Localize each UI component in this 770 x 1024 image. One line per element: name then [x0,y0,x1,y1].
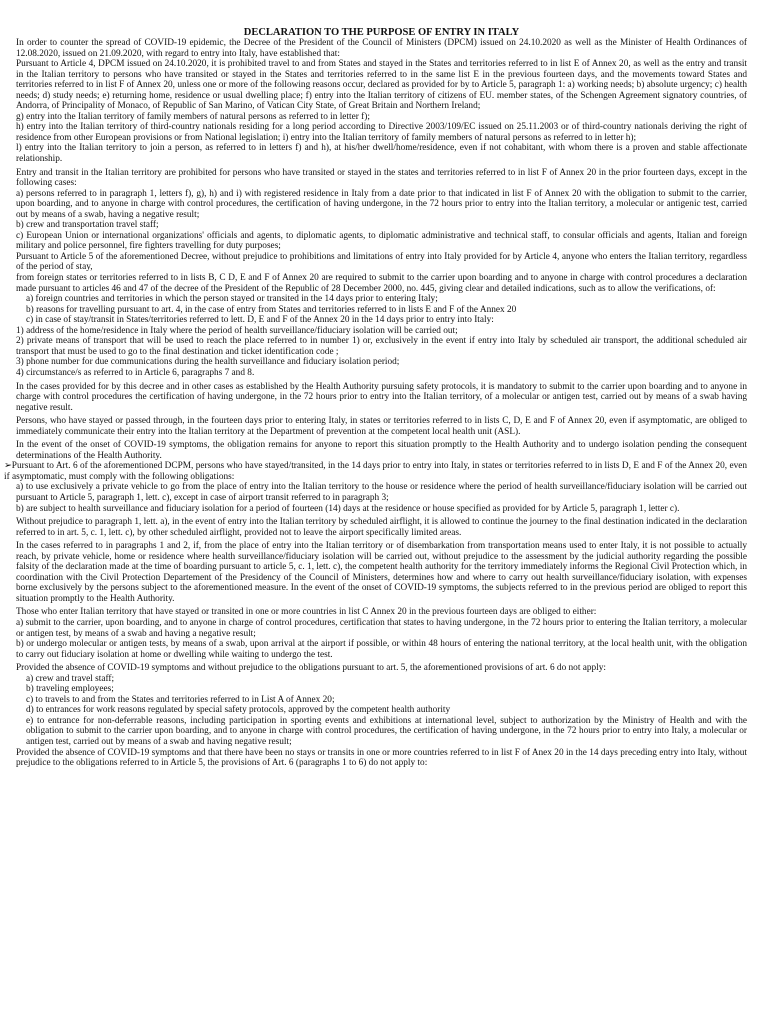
paragraph: Pursuant to Article 4, DPCM issued on 24.10.2020, it is prohibited travel to and from States and stayed in the States and territories referred to in list E of Annex 20, as well as the entry and transit in the Italian territory to persons who have transited or stayed in the States and territories referred to in the same list E in the previous fourteen days, and the movements toward States and territories referred to in list F of Annex 20, unless one or more of the following reasons occur, declared as provided for by to Article 5, paragraph 1: a) working needs; b) absolute urgency; c) health needs; d) study needs; e) returning home, residence or usual dwelling place; f) entry into the Italian territory of citizens of EU. member states, of the Schengen Agreement signatory countries, of Andorra, of Principality of Monaco, of Republic of San Marino, of Vatican City State, of Great Britain and Northern Ireland; [16,59,747,112]
paragraph: c) to travels to and from the States and territories referred to in List A of Annex 20; [26,694,335,705]
paragraph: Entry and transit in the Italian territory are prohibited for persons who have transited or stayed in the states and territories referred to in list F of Annex 20 in the prior fourteen days, except in the following cases: [16,167,747,189]
paragraph: g) entry into the Italian territory of family members of natural persons as referred to in letter f); [16,111,370,122]
paragraph: 2) private means of transport that will be used to reach the place referred to in number 1) or, exclusively in the event if entry into Italy by scheduled air transport, the additional scheduled air transport that must be used to go to the final destination and ticket identification code ; [16,336,747,357]
paragraph: h) entry into the Italian territory of third-country nationals residing for a long period according to Directive 2003/109/EC issued on 25.11.2003 or of third-country nationals deriving the right of residence from other European provisions or from National legislation; i) entry into the Italian territory of family members of natural persons as referred to in letter h); [16,122,747,143]
paragraph: b) traveling employees; [26,684,114,695]
paragraph: In the cases referred to in paragraphs 1 and 2, if, from the place of entry into the Italian territory or of disembarkation from transportation means used to enter Italy, it is not possible to actually reach, by private vehicle, home or residence where health surveillance/fiduciary isolation will be carried out, without prejudice to the assessment by the judicial authority regarding the possible falsity of the declaration made at the time of boarding pursuant to article 5, c. 1, lett. c), the competent health authority for the territory immediately informs the Regional Civil Protection which, in coordination with the Civil Protection Departement of the Presidency of the Council of Ministers, determines how and where to carry out health surveillance/fiduciary isolation, with expenses borne exclusively by the persons subject to the aforementioned measure. In the event of the onset of COVID-19 symptoms, the subjects referred to in the previous period are obliged to report this situation promptly to the Health Authority. [16,541,747,604]
paragraph: Without prejudice to paragraph 1, lett. a), in the event of entry into the Italian territory by scheduled airflight, it is allowed to continue the journey to the final destination indicated in the declaration referred to in art. 5, c. 1, lett. c), by other scheduled airflight, provided not to leave the airport specifically limited areas. [16,517,748,538]
paragraph: a) submit to the carrier, upon boarding, and to anyone in charge of control procedures, certification that states to having undergone, in the 72 hours prior to entering the Italian territory, a molecular or antigen test, by means of a swab and having a negative result; [16,617,747,639]
paragraph: a) foreign countries and territories in which the person stayed or transited in the 14 days prior to entering Italy; [26,294,438,305]
paragraph: b) reasons for travelling pursuant to art. 4, in the case of entry from States and territories referred to in lists E and F of the Annex 20 [26,304,517,315]
document-page [4,27,748,769]
paragraph: e) to entrance for non-deferrable reasons, including participation in sporting events and exhibitions at international level, subject to authorization by the Ministry of Health and with the obligation to submit to the carrier upon boarding, and to anyone in charge with control procedures, the certification of having undergone, in the 72 hours prior to entry into Italy, a molecular or antigen test, carried out by means of a swab and having negative result; [26,715,747,747]
paragraph: Provided the absence of COVID-19 symptoms and without prejudice to the obligations pursuant to art. 5, the aforementioned provisions of art. 6 do not apply: [16,663,606,674]
paragraph: c) European Union or international organizations' officials and agents, to diplomatic agents, to diplomatic administrative and technical staff, to consular officials and agents, Italian and foreign military and police personnel, fire fighters travelling for duty purposes; [16,230,747,252]
paragraph: c) in case of stay/transit in States/territories referred to lett. D, E and F of the Annex 20 in the 14 days prior to entry into Italy: [26,315,494,326]
paragraph: a) to use exclusively a private vehicle to go from the place of entry into the Italian territory to the house or residence where the period of health surveillance/fiduciary isolation will be carried out pursuant to Article 5, paragraph 1, lett. c), except in case of airport transit referred to in paragraph 3; [16,482,747,503]
paragraph: b) crew and transportation travel staff; [16,220,159,231]
paragraph: l) entry into the Italian territory to join a person, as referred to in letters f) and h), at his/her dwell/home/residence, even if not cohabitant, with whom there is a proven and stable affectionate relationship. [16,143,747,165]
paragraph: a) crew and travel staff; [26,673,115,684]
paragraph: In the event of the onset of COVID-19 symptoms, the obligation remains for anyone to report this situation promptly to the Health Authority and to undergo isolation pending the consequent determinations of the Health Authority. [16,440,747,461]
paragraph: Provided the absence of COVID-19 symptoms and that there have been no stays or transits in one or more countries referred to in list F of Anex 20 in the 14 days preceding entry into Italy, without prejudice to the obligations referred to in Article 5, the provisions of Art. 6 (paragraphs 1 to 6) do not apply to: [16,747,747,769]
paragraph: 4) circumstance/s as referred to in Article 6, paragraphs 7 and 8. [16,367,255,378]
paragraph: ➢Pursuant to Art. 6 of the aforementioned DCPM, persons who have stayed/transited, in the 14 days prior to entry into Italy, in states or territories referred to in lists D, E and F of the Annex 20, even if asymptomatic, must comply with the following obligations: [4,461,747,482]
paragraph: Pursuant to Article 5 of the aforementioned Decree, without prejudice to prohibitions and limitations of entry into Italy provided for by Article 4, anyone who enters the Italian territory, regardless of the period of stay, [16,251,747,273]
paragraph: In the cases provided for by this decree and in other cases as established by the Health Authority pursuing safety protocols, it is mandatory to submit to the carrier upon boarding and to anyone in charge with control procedures the certification of having undergone, in the 72 hours prior to entry into the Italian territory, of a molecular or antigen test, carried out by means of a swab having negative result. [16,381,747,413]
paragraph: Persons, who have stayed or passed through, in the fourteen days prior to entering Italy, in states or territories referred to in lists C, D, E and F of Annex 20, even if asymptomatic, are obliged to immediately communicate their entry into the Italian territory at the Department of prevention at the competent local health unit (ASL). [16,416,747,437]
document-title: DECLARATION TO THE PURPOSE OF ENTRY IN ITALY [243,27,520,38]
document-body [4,38,748,769]
paragraph: d) to entrances for work reasons regulated by special safety protocols, approved by the competent health authority [26,705,451,716]
paragraph: a) persons referred to in paragraph 1, letters f), g), h) and i) with registered residence in Italy from a date prior to that indicated in list F of Annex 20 with the obligation to submit to the carrier, upon boarding, and to anyone in charge with control procedures, the certification of having undergone, in the 72 hours prior to entry into the Italian territory, a molecular or antigenic test, carried out by means of a swab, having a negative result; [16,188,747,220]
paragraph: b) or undergo molecular or antigen tests, by means of a swab, upon arrival at the airport if possible, or within 48 hours of entering the national territory, at the local health unit, with the obligation to carry out fiduciary isolation at home or dwelling while waiting to undergo the test. [16,639,747,660]
paragraph: 3) phone number for due communications during the health surveillance and fiduciary isolation period; [16,357,400,368]
paragraph: b) are subject to health surveillance and fiduciary isolation for a period of fourteen (14) days at the residence or house specified as provided for by Article 5, paragraph 1, letter c). [16,503,680,514]
paragraph: In order to counter the spread of COVID-19 epidemic, the Decree of the President of the Council of Ministers (DPCM) issued on 24.10.2020 as well as the Minister of Health Ordinances of 12.08.2020, issued on 21.09.2020, with regard to entry into Italy, have established that: [16,38,747,59]
paragraph: 1) address of the home/residence in Italy where the period of health surveillance/fiduciary isolation will be carried out; [16,325,458,336]
paragraph: from foreign states or territories referred to in lists B, C D, E and F of Annex 20 are required to submit to the carrier upon boarding and to anyone in charge with control procedures a declaration made pursuant to articles 46 and 47 of the decree of the President of the Republic of 28 December 2000, no. 445, giving clear and detailed indications, such as to allow the verifications, of: [16,273,747,294]
paragraph: Those who enter Italian territory that have stayed or transited in one or more countries in list C Annex 20 in the previous fourteen days are obliged to either: [16,607,597,618]
